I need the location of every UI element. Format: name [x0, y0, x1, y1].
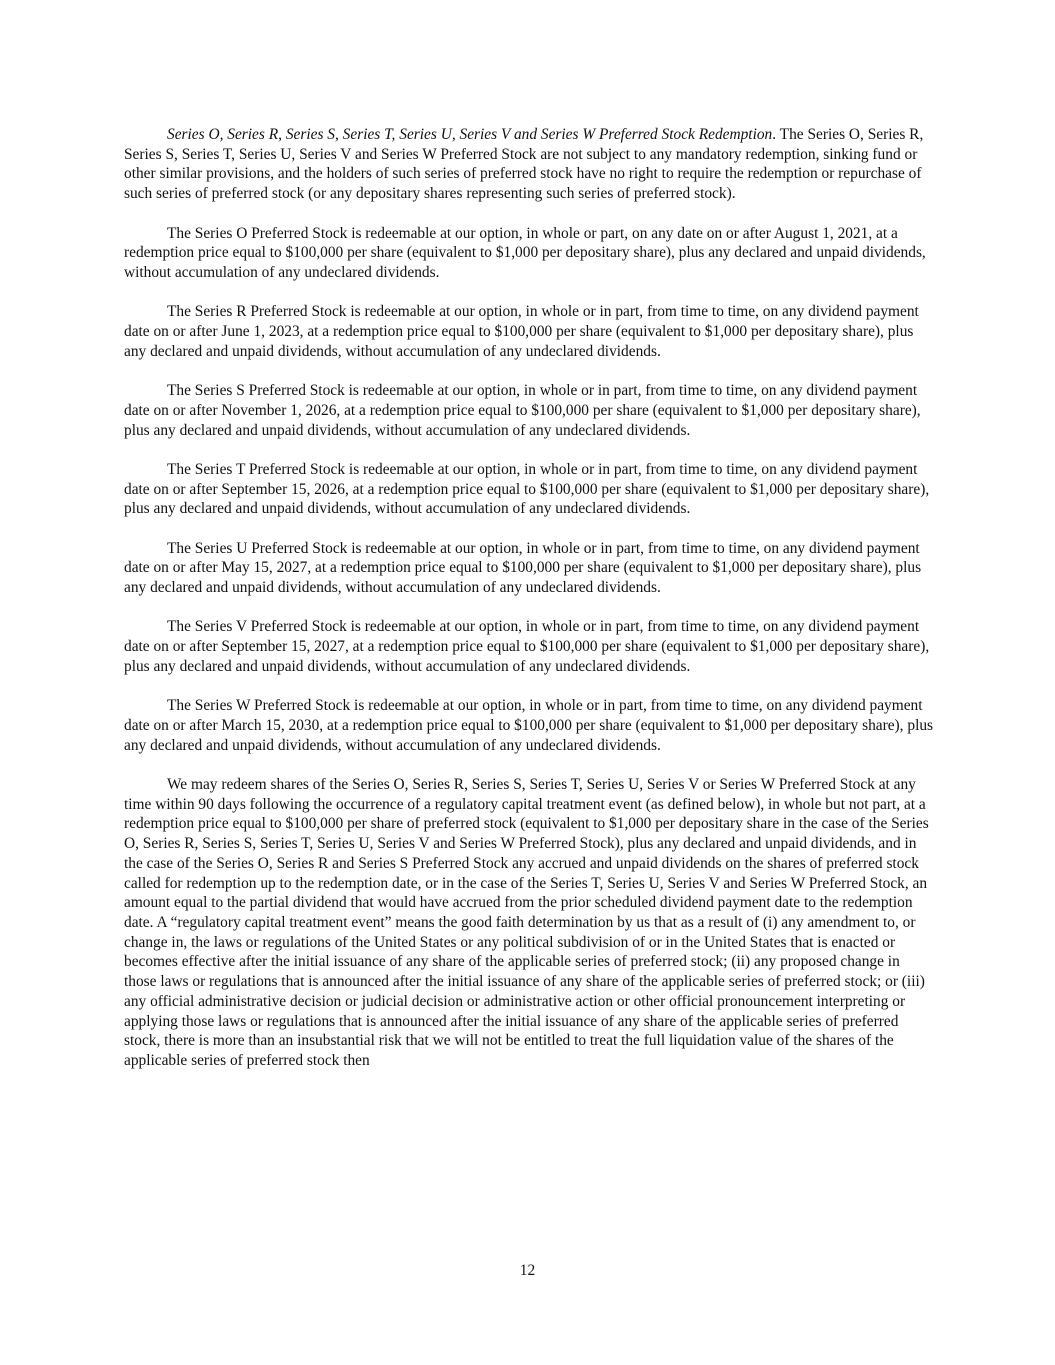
- paragraph-redemption-overview: [124, 125, 936, 204]
- lead-heading: Series O, Series R, Series S, Series T, Series U, Series V and Series W Preferred Stock Redemption: [167, 126, 773, 143]
- document-body: [124, 125, 936, 1090]
- paragraph-series-v: The Series V Preferred Stock is redeemable at our option, in whole or in part, from time to time, on any dividend payment date on or after September 15, 2027, at a redemption price equal to $100,000 per share (equivalent to $1,000 per depositary share), plus any declared and unpaid dividends, without accumulation of any undeclared dividends.: [124, 618, 930, 675]
- paragraph-series-t: The Series T Preferred Stock is redeemable at our option, in whole or in part, from time to time, on any dividend payment date on or after September 15, 2026, at a redemption price equal to $100,000 per share (equivalent to $1,000 per depositary share), plus any declared and unpaid dividends, without accumulation of any undeclared dividends.: [124, 460, 930, 518]
- page-number: 12: [519, 1262, 536, 1279]
- paragraph-series-o: The Series O Preferred Stock is redeemable at our option, in whole or part, on any date on or after August 1, 2021, at a redemption price equal to $100,000 per share (equivalent to $1,000 per depositary share), plus any declared and unpaid dividends, without accumulation of any undeclared dividends.: [124, 224, 926, 281]
- paragraph-regulatory-capital-event: We may redeem shares of the Series O, Series R, Series S, Series T, Series U, Series V or Series W Preferred Stock at any time within 90 days following the occurrence of a regulatory capital treatment event (as defined below), in whole but not part, at a redemption price equal to $100,000 per share of preferred stock (equivalent to $1,000 per depositary share in the case of the Series O, Series R, Series S, Series T, Series U, Series V and Series W Preferred Stock), plus any declared and unpaid dividends, and in the case of the Series O, Series R and Series S Preferred Stock any accrued and unpaid dividends on the shares of preferred stock called for redemption up to the redemption date, or in the case of the Series T, Series U, Series V and Series W Preferred Stock, an amount equal to the partial dividend that would have accrued from the prior scheduled dividend payment date to the redemption date. A “regulatory capital treatment event” means the good faith determination by us that as a result of (i) any amendment to, or change in, the laws or regulations of the United States or any political subdivision of or in the United States that is enacted or becomes effective after the initial issuance of any share of the applicable series of preferred stock; (ii) any proposed change in those laws or regulations that is announced after the initial issuance of any share of the applicable series of preferred stock; or (iii) any official administrative decision or judicial decision or administrative action or other official pronouncement interpreting or applying those laws or regulations that is announced after the initial issuance of any share of the applicable series of preferred stock, there is more than an insubstantial risk that we will not be entitled to treat the full liquidation value of the shares of the applicable series of preferred stock then: [124, 776, 929, 1069]
- paragraph-series-s: The Series S Preferred Stock is redeemable at our option, in whole or in part, from time to time, on any dividend payment date on or after November 1, 2026, at a redemption price equal to $100,000 per share (equivalent to $1,000 per depositary share), plus any declared and unpaid dividends, without accumulation of any undeclared dividends.: [124, 382, 921, 439]
- paragraph-series-u: The Series U Preferred Stock is redeemable at our option, in whole or in part, from time to time, on any dividend payment date on or after May 15, 2027, at a redemption price equal to $100,000 per share (equivalent to $1,000 per depositary share), plus any declared and unpaid dividends, without accumulation of any undeclared dividends.: [124, 539, 922, 597]
- paragraph-text: . The Series O, Series R, Series S, Series T, Series U, Series V and Series W Preferred Stock are not subject to any mandatory redemption, sinking fund or other similar provisions, and the holders of such series of preferred stock have no right to require the redemption or repurchase of such series of preferred stock (or any depositary shares representing such series of preferred stock).: [124, 126, 924, 203]
- paragraph-series-w: The Series W Preferred Stock is redeemable at our option, in whole or in part, from time to time, on any dividend payment date on or after March 15, 2030, at a redemption price equal to $100,000 per share (equivalent to $1,000 per depositary share), plus any declared and unpaid dividends, without accumulation of any undeclared dividends.: [124, 697, 934, 754]
- paragraph-series-r: The Series R Preferred Stock is redeemable at our option, in whole or in part, from time to time, on any dividend payment date on or after June 1, 2023, at a redemption price equal to $100,000 per share (equivalent to $1,000 per depositary share), plus any declared and unpaid dividends, without accumulation of any undeclared dividends.: [124, 303, 919, 360]
